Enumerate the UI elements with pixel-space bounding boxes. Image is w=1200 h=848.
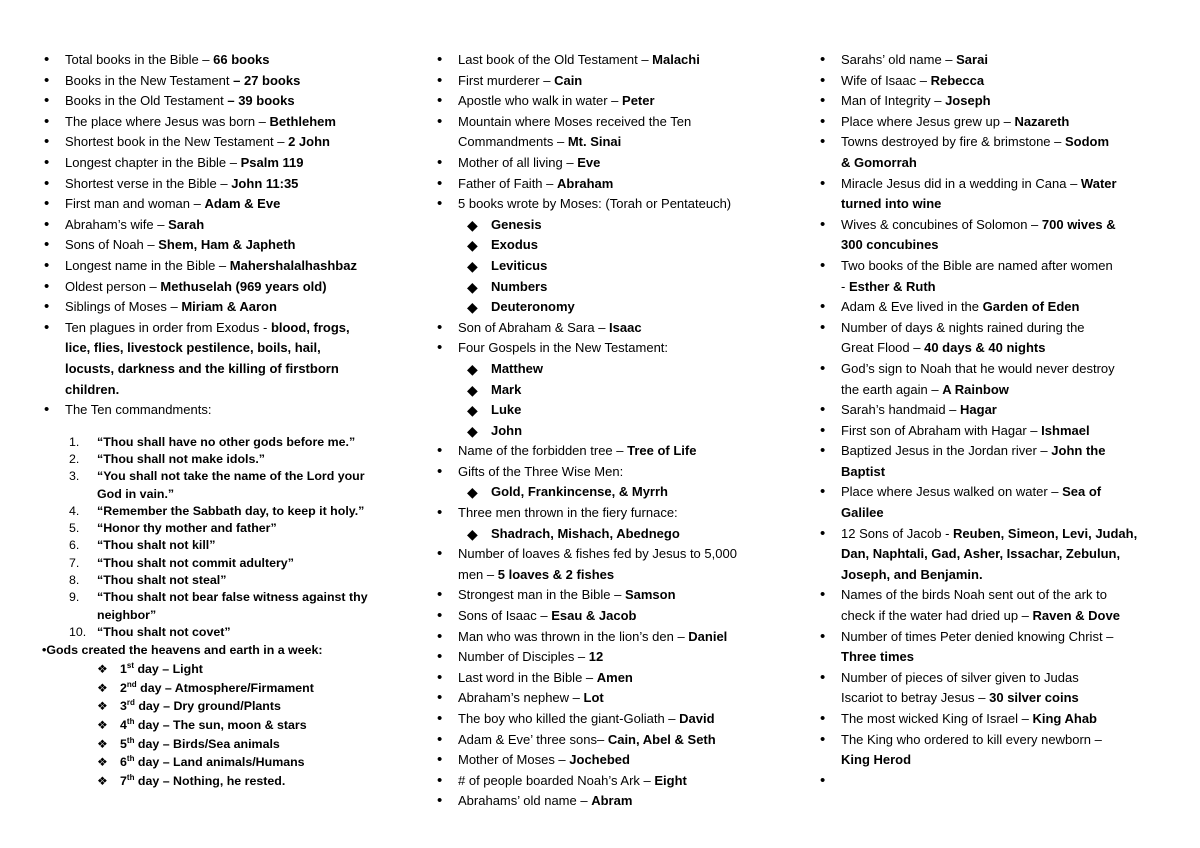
fact-list-1 xyxy=(42,50,377,421)
list-item: • Sons of Isaac – Esau & Jacob xyxy=(435,606,775,627)
list-item: • Number of loaves & fishes fed by Jesus to 5,000 men – 5 loaves & 2 fishes xyxy=(435,544,775,585)
star-bullet-icon: ❖ xyxy=(97,736,108,751)
list-item: • Mother of Moses – Jochebed xyxy=(435,750,775,771)
list-item: • First murderer – Cain xyxy=(435,71,775,92)
list-item: • Wife of Isaac – Rebecca xyxy=(818,71,1153,92)
commandment-item: 1. “Thou shall have no other gods before me.” xyxy=(69,434,356,449)
list-item: • Longest name in the Bible – Mahershalalhashbaz xyxy=(42,256,377,277)
commandment-item: 4. “Remember the Sabbath day, to keep it holy.” xyxy=(69,503,365,518)
list-item: • First man and woman – Adam & Eve xyxy=(42,194,377,215)
list-item: • Mountain where Moses received the Ten Commandments – Mt. Sinai xyxy=(435,112,775,153)
diamond-bullet-icon: ◆ xyxy=(467,360,478,377)
commandment-item: 9. “Thou shalt not bear false witness against thy neighbor” xyxy=(69,590,368,622)
list-item: • Adam & Eve lived in the Garden of Eden xyxy=(818,297,1153,318)
gospel-book: ◆ Mark xyxy=(435,380,775,401)
diamond-bullet-icon: ◆ xyxy=(467,257,478,274)
list-item: • # of people boarded Noah’s Ark – Eight xyxy=(435,771,775,792)
diamond-bullet-icon: ◆ xyxy=(467,422,478,439)
list-item: • Father of Faith – Abraham xyxy=(435,174,775,195)
list-item: • Names of the birds Noah sent out of the ark to check if the water had dried up – Raven & Dove xyxy=(818,585,1153,626)
day-item: ❖ 6th day – Land animals/Humans xyxy=(42,753,377,772)
column-1 xyxy=(42,50,377,790)
commandment-item: 6. “Thou shalt not kill” xyxy=(69,538,216,553)
list-item: • Miracle Jesus did in a wedding in Cana – Water turned into wine xyxy=(818,174,1153,215)
day-item: ❖ 7th day – Nothing, he rested. xyxy=(42,772,377,791)
list-item: • Son of Abraham & Sara – Isaac xyxy=(435,318,775,339)
list-item: • Sarah’s handmaid – Hagar xyxy=(818,400,1153,421)
diamond-bullet-icon: ◆ xyxy=(467,484,478,501)
list-item: • The place where Jesus was born – Bethlehem xyxy=(42,112,377,133)
list-item: • Abrahams’ old name – Abram xyxy=(435,791,775,812)
list-item: • Siblings of Moses – Miriam & Aaron xyxy=(42,297,377,318)
creation-heading: •Gods created the heavens and earth in a week: xyxy=(42,643,323,658)
day-item: ❖ 5th day – Birds/Sea animals xyxy=(42,735,377,754)
gifts-heading: • Gifts of the Three Wise Men: xyxy=(435,462,775,483)
list-item: • Number of days & nights rained during the Great Flood – 40 days & 40 nights xyxy=(818,318,1153,359)
star-bullet-icon: ❖ xyxy=(97,680,108,695)
star-bullet-icon: ❖ xyxy=(97,718,108,733)
day-item: ❖ 1st day – Light xyxy=(42,660,377,679)
list-item: • The King who ordered to kill every newborn – King Herod xyxy=(818,730,1153,771)
list-item: • Man of Integrity – Joseph xyxy=(818,91,1153,112)
list-item: • Last book of the Old Testament – Malachi xyxy=(435,50,775,71)
torah-book: ◆ Genesis xyxy=(435,215,775,236)
list-item: • Number of pieces of silver given to Judas Iscariot to betray Jesus – 30 silver coins xyxy=(818,668,1153,709)
list-item: • Baptized Jesus in the Jordan river – John the Baptist xyxy=(818,441,1153,482)
torah-book: ◆ Leviticus xyxy=(435,256,775,277)
list-item: • Name of the forbidden tree – Tree of Life xyxy=(435,441,775,462)
plagues-item: • Ten plagues in order from Exodus - blood, frogs, lice, flies, livestock pestilence, boils, hail, locusts, darkness and the killing of firstborn children. xyxy=(42,318,377,400)
list-item: • Sarahs’ old name – Sarai xyxy=(818,50,1153,71)
list-item: • Sons of Noah – Shem, Ham & Japheth xyxy=(42,235,377,256)
star-bullet-icon: ❖ xyxy=(97,773,108,788)
list-item: • Apostle who walk in water – Peter xyxy=(435,91,775,112)
list-item: • Shortest verse in the Bible – John 11:35 xyxy=(42,174,377,195)
list-item: • Books in the New Testament – 27 books xyxy=(42,71,377,92)
torah-heading: • 5 books wrote by Moses: (Torah or Pentateuch) xyxy=(435,194,775,215)
list-item: • Place where Jesus grew up – Nazareth xyxy=(818,112,1153,133)
gospels-heading: • Four Gospels in the New Testament: xyxy=(435,338,775,359)
gospel-book: ◆ Matthew xyxy=(435,359,775,380)
list-item: • Number of Disciples – 12 xyxy=(435,647,775,668)
star-bullet-icon: ❖ xyxy=(97,662,108,677)
diamond-bullet-icon: ◆ xyxy=(467,299,478,316)
list-item: • Longest chapter in the Bible – Psalm 119 xyxy=(42,153,377,174)
diamond-bullet-icon: ◆ xyxy=(467,402,478,419)
list-item: • Abraham’s nephew – Lot xyxy=(435,688,775,709)
furnace-item: ◆ Shadrach, Mishach, Abednego xyxy=(435,524,775,545)
list-item: • Books in the Old Testament – 39 books xyxy=(42,91,377,112)
diamond-bullet-icon: ◆ xyxy=(467,525,478,542)
list-item: • The boy who killed the giant-Goliath – David xyxy=(435,709,775,730)
star-bullet-icon: ❖ xyxy=(97,755,108,770)
torah-book: ◆ Exodus xyxy=(435,235,775,256)
star-bullet-icon: ❖ xyxy=(97,699,108,714)
commandment-item: 8. “Thou shalt not steal” xyxy=(69,573,227,588)
day-item: ❖ 3rd day – Dry ground/Plants xyxy=(42,697,377,716)
day-item: ❖ 4th day – The sun, moon & stars xyxy=(42,716,377,735)
gifts-item: ◆ Gold, Frankincense, & Myrrh xyxy=(435,482,775,503)
list-item: • Towns destroyed by fire & brimstone – Sodom & Gomorrah xyxy=(818,132,1153,173)
column-3 xyxy=(818,50,1153,791)
list-item: • Wives & concubines of Solomon – 700 wives & 300 concubines xyxy=(818,215,1153,256)
day-item: ❖ 2nd day – Atmosphere/Firmament xyxy=(42,679,377,698)
list-item: • The most wicked King of Israel – King Ahab xyxy=(818,709,1153,730)
list-item: • Oldest person – Methuselah (969 years old) xyxy=(42,277,377,298)
list-item: • Abraham’s wife – Sarah xyxy=(42,215,377,236)
torah-book: ◆ Numbers xyxy=(435,277,775,298)
gospel-book: ◆ Luke xyxy=(435,400,775,421)
list-item: • Number of times Peter denied knowing Christ – Three times xyxy=(818,627,1153,668)
commandments-list xyxy=(42,434,377,642)
diamond-bullet-icon: ◆ xyxy=(467,278,478,295)
commandment-item: 7. “Thou shalt not commit adultery” xyxy=(69,555,294,570)
list-item: • Last word in the Bible – Amen xyxy=(435,668,775,689)
list-item: • God’s sign to Noah that he would never destroy the earth again – A Rainbow xyxy=(818,359,1153,400)
diamond-bullet-icon: ◆ xyxy=(467,216,478,233)
list-item: • Man who was thrown in the lion’s den – Daniel xyxy=(435,627,775,648)
column-2 xyxy=(435,50,775,812)
list-item: • Adam & Eve’ three sons– Cain, Abel & Seth xyxy=(435,730,775,751)
diamond-bullet-icon: ◆ xyxy=(467,237,478,254)
list-item: • First son of Abraham with Hagar – Ishmael xyxy=(818,421,1153,442)
empty-list-item xyxy=(818,771,1153,792)
commandment-item: 5. “Honor thy mother and father” xyxy=(69,521,277,536)
gospel-book: ◆ John xyxy=(435,421,775,442)
list-item: • Strongest man in the Bible – Samson xyxy=(435,585,775,606)
commandment-item: 2. “Thou shall not make idols.” xyxy=(69,451,265,466)
list-item: • 12 Sons of Jacob - Reuben, Simeon, Levi, Judah, Dan, Naphtali, Gad, Asher, Issachar, Zebulun, Joseph, and Benjamin. xyxy=(818,524,1153,586)
list-item: • Shortest book in the New Testament – 2 John xyxy=(42,132,377,153)
list-item: • Two books of the Bible are named after women - Esther & Ruth xyxy=(818,256,1153,297)
list-item: • Mother of all living – Eve xyxy=(435,153,775,174)
torah-book: ◆ Deuteronomy xyxy=(435,297,775,318)
diamond-bullet-icon: ◆ xyxy=(467,381,478,398)
commandment-item: 10. “Thou shalt not covet” xyxy=(69,624,231,639)
furnace-heading: • Three men thrown in the fiery furnace: xyxy=(435,503,775,524)
creation-days-list xyxy=(42,660,377,790)
commandment-item: 3. “You shall not take the name of the Lord your God in vain.” xyxy=(69,469,365,501)
list-item: • Total books in the Bible – 66 books xyxy=(42,50,377,71)
list-item: • Place where Jesus walked on water – Sea of Galilee xyxy=(818,482,1153,523)
commandments-heading: • The Ten commandments: xyxy=(42,400,377,421)
